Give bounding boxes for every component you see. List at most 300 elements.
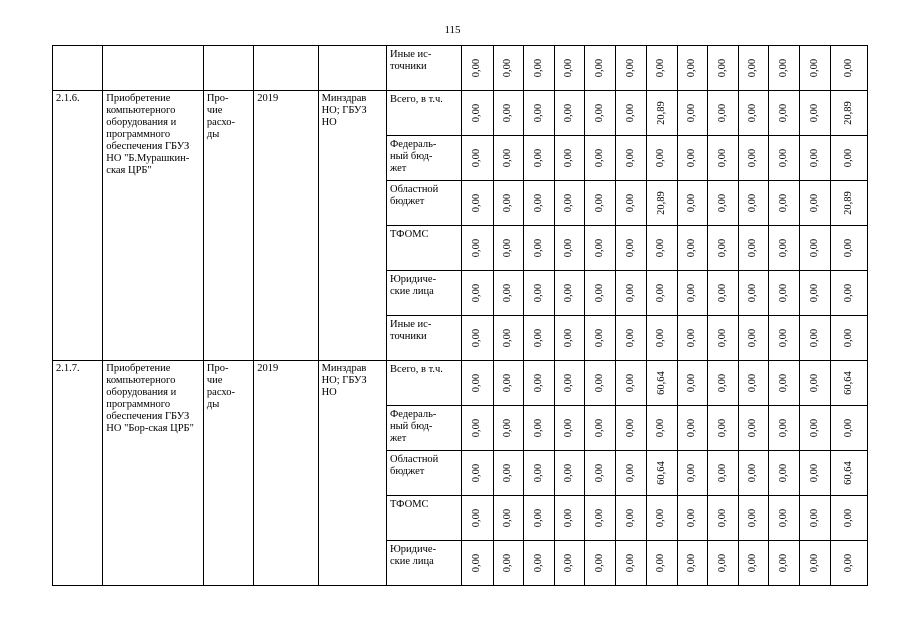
amount-value: 0,00 — [532, 508, 544, 528]
amount-value: 0,00 — [502, 283, 514, 303]
amount-cell — [585, 451, 616, 496]
amount-value: 0,00 — [502, 328, 514, 348]
amount-value: 0,00 — [686, 373, 698, 393]
amount-value: 0,00 — [471, 283, 483, 303]
amount-value: 0,00 — [502, 58, 514, 78]
amount-cell — [493, 181, 523, 226]
amount-value: 0,00 — [747, 508, 759, 528]
amount-cell — [800, 451, 830, 496]
amount-cell — [616, 271, 646, 316]
amount-value: 0,00 — [594, 418, 606, 438]
amount-value: 0,00 — [809, 508, 821, 528]
amount-cell — [616, 91, 646, 136]
amount-value: 60,64 — [655, 461, 667, 485]
amount-cell — [707, 136, 738, 181]
amount-cell — [493, 91, 523, 136]
amount-value: 0,00 — [686, 238, 698, 258]
amount-value: 0,00 — [594, 553, 606, 573]
funding-source: Всего, в т.ч. — [387, 361, 462, 406]
amount-cell — [677, 361, 707, 406]
amount-cell — [830, 361, 867, 406]
amount-value: 0,00 — [809, 463, 821, 483]
amount-value: 0,00 — [809, 148, 821, 168]
amount-cell — [830, 316, 867, 361]
amount-cell — [493, 316, 523, 361]
amount-cell — [677, 181, 707, 226]
amount-value: 0,00 — [471, 58, 483, 78]
amount-cell — [677, 316, 707, 361]
amount-cell — [830, 91, 867, 136]
amount-value: 0,00 — [624, 148, 636, 168]
funding-source: ТФОМС — [387, 496, 462, 541]
amount-value: 60,64 — [655, 371, 667, 395]
amount-value: 0,00 — [809, 193, 821, 213]
item-executor: Минздрав НО; ГБУЗ НО — [318, 91, 386, 361]
amount-cell — [555, 181, 585, 226]
amount-value: 0,00 — [502, 463, 514, 483]
amount-value: 0,00 — [594, 508, 606, 528]
amount-value: 0,00 — [532, 148, 544, 168]
amount-cell — [555, 541, 585, 586]
amount-value: 0,00 — [563, 103, 575, 123]
amount-value: 0,00 — [747, 373, 759, 393]
amount-cell — [585, 136, 616, 181]
amount-value: 0,00 — [747, 58, 759, 78]
page-number: 115 — [444, 24, 461, 36]
amount-value: 0,00 — [471, 463, 483, 483]
amount-value: 0,00 — [563, 328, 575, 348]
amount-value: 0,00 — [471, 418, 483, 438]
amount-value: 0,00 — [778, 193, 790, 213]
amount-cell — [462, 406, 493, 451]
amount-value: 0,00 — [716, 553, 728, 573]
amount-cell — [616, 181, 646, 226]
amount-cell — [707, 226, 738, 271]
funding-source: Юридиче- ские лица — [387, 271, 462, 316]
amount-cell — [800, 316, 830, 361]
amount-value: 0,00 — [747, 463, 759, 483]
amount-value: 0,00 — [594, 283, 606, 303]
amount-cell — [830, 181, 867, 226]
funding-source: Всего, в т.ч. — [387, 91, 462, 136]
amount-cell — [707, 451, 738, 496]
amount-value: 0,00 — [655, 58, 667, 78]
amount-cell — [769, 226, 800, 271]
amount-cell — [646, 181, 677, 226]
amount-cell — [523, 541, 554, 586]
amount-cell — [616, 541, 646, 586]
amount-value: 0,00 — [778, 553, 790, 573]
amount-value: 0,00 — [716, 148, 728, 168]
amount-value: 0,00 — [778, 148, 790, 168]
amount-value: 0,00 — [532, 58, 544, 78]
amount-value: 0,00 — [532, 283, 544, 303]
amount-cell — [462, 181, 493, 226]
amount-cell — [677, 226, 707, 271]
amount-cell — [707, 91, 738, 136]
amount-value: 0,00 — [563, 58, 575, 78]
amount-cell — [493, 226, 523, 271]
amount-cell — [800, 271, 830, 316]
amount-value: 0,00 — [686, 553, 698, 573]
amount-cell — [707, 361, 738, 406]
amount-value: 0,00 — [471, 238, 483, 258]
amount-cell — [769, 46, 800, 91]
amount-value: 0,00 — [842, 508, 854, 528]
amount-value: 0,00 — [594, 373, 606, 393]
amount-cell — [677, 451, 707, 496]
amount-cell — [739, 451, 769, 496]
amount-cell — [739, 541, 769, 586]
amount-cell — [523, 271, 554, 316]
amount-cell — [523, 181, 554, 226]
amount-cell — [739, 91, 769, 136]
amount-value: 0,00 — [809, 283, 821, 303]
amount-value: 0,00 — [686, 283, 698, 303]
funding-source: ТФОМС — [387, 226, 462, 271]
amount-cell — [769, 451, 800, 496]
amount-value: 0,00 — [747, 238, 759, 258]
amount-cell — [677, 136, 707, 181]
amount-value: 0,00 — [809, 553, 821, 573]
table-row — [53, 361, 868, 406]
amount-value: 0,00 — [716, 238, 728, 258]
amount-cell — [585, 91, 616, 136]
amount-value: 0,00 — [778, 373, 790, 393]
funding-source: Областной бюджет — [387, 181, 462, 226]
amount-value: 0,00 — [747, 283, 759, 303]
amount-cell — [646, 316, 677, 361]
amount-cell — [739, 361, 769, 406]
amount-value: 20,89 — [655, 101, 667, 125]
amount-value: 0,00 — [532, 463, 544, 483]
amount-value: 0,00 — [809, 58, 821, 78]
amount-cell — [739, 271, 769, 316]
amount-value: 0,00 — [563, 418, 575, 438]
table-row — [53, 91, 868, 136]
amount-value: 0,00 — [747, 103, 759, 123]
amount-value: 0,00 — [747, 328, 759, 348]
amount-cell — [646, 226, 677, 271]
amount-cell — [585, 316, 616, 361]
amount-value: 0,00 — [563, 193, 575, 213]
amount-value: 0,00 — [716, 193, 728, 213]
amount-value: 0,00 — [655, 328, 667, 348]
amount-cell — [585, 226, 616, 271]
item-year: 2019 — [254, 361, 318, 586]
amount-value: 0,00 — [502, 103, 514, 123]
amount-cell — [616, 46, 646, 91]
amount-value: 20,89 — [655, 191, 667, 215]
amount-cell — [493, 451, 523, 496]
amount-cell — [769, 316, 800, 361]
amount-cell — [739, 406, 769, 451]
funding-source: Иные ис- точники — [387, 46, 462, 91]
amount-cell — [800, 136, 830, 181]
amount-cell — [555, 406, 585, 451]
amount-cell — [462, 541, 493, 586]
item-name: Приобретение компьютерного оборудования и программного обеспечения ГБУЗ НО "Б.Мурашкин-ская ЦРБ" — [103, 91, 204, 361]
amount-cell — [769, 541, 800, 586]
amount-value: 0,00 — [716, 328, 728, 348]
amount-value: 0,00 — [842, 58, 854, 78]
amount-value: 0,00 — [624, 418, 636, 438]
table-row — [53, 46, 868, 91]
amount-cell — [739, 46, 769, 91]
amount-cell — [707, 316, 738, 361]
amount-cell — [555, 496, 585, 541]
amount-cell — [523, 91, 554, 136]
amount-cell — [800, 406, 830, 451]
amount-value: 0,00 — [655, 553, 667, 573]
amount-value: 0,00 — [686, 148, 698, 168]
amount-cell — [493, 271, 523, 316]
year-cell — [254, 46, 318, 91]
amount-cell — [830, 271, 867, 316]
funding-source: Федераль- ный бюд- жет — [387, 136, 462, 181]
amount-cell — [616, 451, 646, 496]
amount-value: 0,00 — [778, 238, 790, 258]
amount-cell — [493, 361, 523, 406]
amount-cell — [523, 226, 554, 271]
amount-value: 0,00 — [594, 328, 606, 348]
amount-value: 0,00 — [624, 508, 636, 528]
amount-value: 0,00 — [655, 283, 667, 303]
amount-cell — [677, 541, 707, 586]
amount-cell — [523, 451, 554, 496]
amount-value: 0,00 — [624, 373, 636, 393]
amount-cell — [739, 226, 769, 271]
amount-cell — [585, 181, 616, 226]
amount-cell — [646, 541, 677, 586]
amount-cell — [616, 226, 646, 271]
amount-cell — [493, 406, 523, 451]
amount-value: 0,00 — [624, 283, 636, 303]
amount-value: 0,00 — [532, 238, 544, 258]
amount-value: 0,00 — [563, 463, 575, 483]
amount-value: 0,00 — [809, 103, 821, 123]
amount-cell — [677, 91, 707, 136]
amount-cell — [523, 316, 554, 361]
amount-cell — [462, 46, 493, 91]
amount-value: 0,00 — [686, 103, 698, 123]
amount-cell — [462, 451, 493, 496]
amount-value: 0,00 — [563, 238, 575, 258]
amount-cell — [830, 46, 867, 91]
amount-value: 0,00 — [778, 508, 790, 528]
amount-cell — [646, 361, 677, 406]
amount-value: 0,00 — [594, 193, 606, 213]
amount-cell — [707, 271, 738, 316]
amount-cell — [739, 181, 769, 226]
amount-value: 0,00 — [842, 148, 854, 168]
item-code: 2.1.6. — [53, 91, 103, 361]
amount-cell — [707, 181, 738, 226]
amount-value: 0,00 — [502, 373, 514, 393]
amount-value: 0,00 — [716, 418, 728, 438]
amount-value: 0,00 — [842, 283, 854, 303]
amount-cell — [707, 541, 738, 586]
amount-cell — [800, 496, 830, 541]
funding-source: Федераль- ный бюд- жет — [387, 406, 462, 451]
amount-cell — [462, 316, 493, 361]
amount-value: 0,00 — [563, 373, 575, 393]
amount-cell — [800, 181, 830, 226]
amount-value: 0,00 — [809, 238, 821, 258]
amount-cell — [585, 361, 616, 406]
amount-cell — [585, 406, 616, 451]
amount-cell — [555, 451, 585, 496]
amount-value: 0,00 — [716, 283, 728, 303]
amount-cell — [769, 406, 800, 451]
amount-value: 0,00 — [624, 553, 636, 573]
amount-value: 0,00 — [471, 193, 483, 213]
amount-cell — [646, 406, 677, 451]
amount-value: 0,00 — [716, 103, 728, 123]
amount-value: 0,00 — [778, 103, 790, 123]
amount-value: 0,00 — [471, 103, 483, 123]
item-year: 2019 — [254, 91, 318, 361]
amount-cell — [555, 226, 585, 271]
amount-value: 0,00 — [778, 58, 790, 78]
amount-cell — [585, 496, 616, 541]
amount-cell — [493, 46, 523, 91]
amount-cell — [800, 226, 830, 271]
amount-value: 0,00 — [471, 373, 483, 393]
amount-value: 0,00 — [655, 148, 667, 168]
amount-value: 0,00 — [809, 373, 821, 393]
amount-value: 0,00 — [471, 553, 483, 573]
amount-cell — [462, 271, 493, 316]
amount-cell — [769, 496, 800, 541]
amount-value: 0,00 — [686, 193, 698, 213]
amount-cell — [555, 46, 585, 91]
amount-value: 0,00 — [686, 58, 698, 78]
amount-value: 0,00 — [716, 463, 728, 483]
amount-cell — [800, 91, 830, 136]
amount-cell — [739, 136, 769, 181]
name-cell — [103, 46, 204, 91]
amount-cell — [646, 451, 677, 496]
amount-value: 0,00 — [747, 148, 759, 168]
amount-value: 0,00 — [532, 418, 544, 438]
amount-value: 0,00 — [842, 238, 854, 258]
amount-cell — [830, 136, 867, 181]
amount-value: 0,00 — [532, 373, 544, 393]
amount-cell — [616, 136, 646, 181]
amount-value: 0,00 — [778, 418, 790, 438]
amount-cell — [585, 271, 616, 316]
amount-value: 0,00 — [778, 328, 790, 348]
amount-cell — [739, 316, 769, 361]
funding-source: Иные ис- точники — [387, 316, 462, 361]
amount-cell — [769, 181, 800, 226]
amount-value: 0,00 — [686, 328, 698, 348]
amount-cell — [830, 541, 867, 586]
amount-value: 0,00 — [778, 463, 790, 483]
amount-value: 0,00 — [716, 508, 728, 528]
expense-type-cell — [203, 46, 253, 91]
amount-value: 0,00 — [532, 103, 544, 123]
budget-table — [52, 45, 868, 586]
amount-value: 0,00 — [747, 553, 759, 573]
amount-cell — [707, 496, 738, 541]
amount-cell — [646, 136, 677, 181]
amount-value: 0,00 — [686, 508, 698, 528]
amount-cell — [830, 406, 867, 451]
amount-cell — [707, 406, 738, 451]
amount-value: 0,00 — [747, 193, 759, 213]
amount-value: 0,00 — [624, 193, 636, 213]
amount-cell — [616, 406, 646, 451]
amount-value: 0,00 — [686, 418, 698, 438]
amount-value: 60,64 — [842, 461, 854, 485]
amount-cell — [800, 46, 830, 91]
expense-type: Про- чие расхо- ды — [203, 91, 253, 361]
amount-value: 0,00 — [716, 58, 728, 78]
amount-value: 20,89 — [842, 191, 854, 215]
amount-value: 0,00 — [778, 283, 790, 303]
amount-cell — [493, 136, 523, 181]
amount-cell — [616, 316, 646, 361]
amount-value: 0,00 — [747, 418, 759, 438]
amount-cell — [585, 46, 616, 91]
item-name: Приобретение компьютерного оборудования и программного обеспечения ГБУЗ НО "Бор-ская ЦРБ" — [103, 361, 204, 586]
amount-cell — [493, 541, 523, 586]
amount-value: 0,00 — [624, 58, 636, 78]
amount-cell — [523, 46, 554, 91]
amount-value: 0,00 — [809, 328, 821, 348]
amount-value: 60,64 — [842, 371, 854, 395]
amount-cell — [523, 361, 554, 406]
amount-value: 0,00 — [594, 58, 606, 78]
amount-cell — [830, 451, 867, 496]
amount-cell — [769, 361, 800, 406]
item-executor: Минздрав НО; ГБУЗ НО — [318, 361, 386, 586]
amount-value: 0,00 — [471, 148, 483, 168]
amount-cell — [462, 91, 493, 136]
amount-cell — [523, 406, 554, 451]
amount-cell — [646, 271, 677, 316]
amount-value: 0,00 — [842, 328, 854, 348]
amount-cell — [707, 46, 738, 91]
amount-cell — [462, 496, 493, 541]
amount-cell — [523, 136, 554, 181]
expense-type: Про- чие расхо- ды — [203, 361, 253, 586]
amount-value: 0,00 — [655, 418, 667, 438]
amount-value: 0,00 — [686, 463, 698, 483]
item-code: 2.1.7. — [53, 361, 103, 586]
amount-cell — [769, 91, 800, 136]
amount-value: 0,00 — [502, 508, 514, 528]
amount-cell — [555, 271, 585, 316]
amount-value: 0,00 — [471, 508, 483, 528]
amount-cell — [555, 316, 585, 361]
funding-source: Юридиче- ские лица — [387, 541, 462, 586]
amount-value: 0,00 — [809, 418, 821, 438]
amount-value: 0,00 — [502, 418, 514, 438]
amount-cell — [646, 496, 677, 541]
amount-value: 0,00 — [532, 553, 544, 573]
amount-value: 0,00 — [563, 283, 575, 303]
amount-value: 0,00 — [471, 328, 483, 348]
amount-cell — [462, 226, 493, 271]
amount-value: 0,00 — [842, 553, 854, 573]
amount-cell — [646, 91, 677, 136]
amount-cell — [800, 541, 830, 586]
amount-value: 0,00 — [624, 238, 636, 258]
amount-cell — [555, 361, 585, 406]
